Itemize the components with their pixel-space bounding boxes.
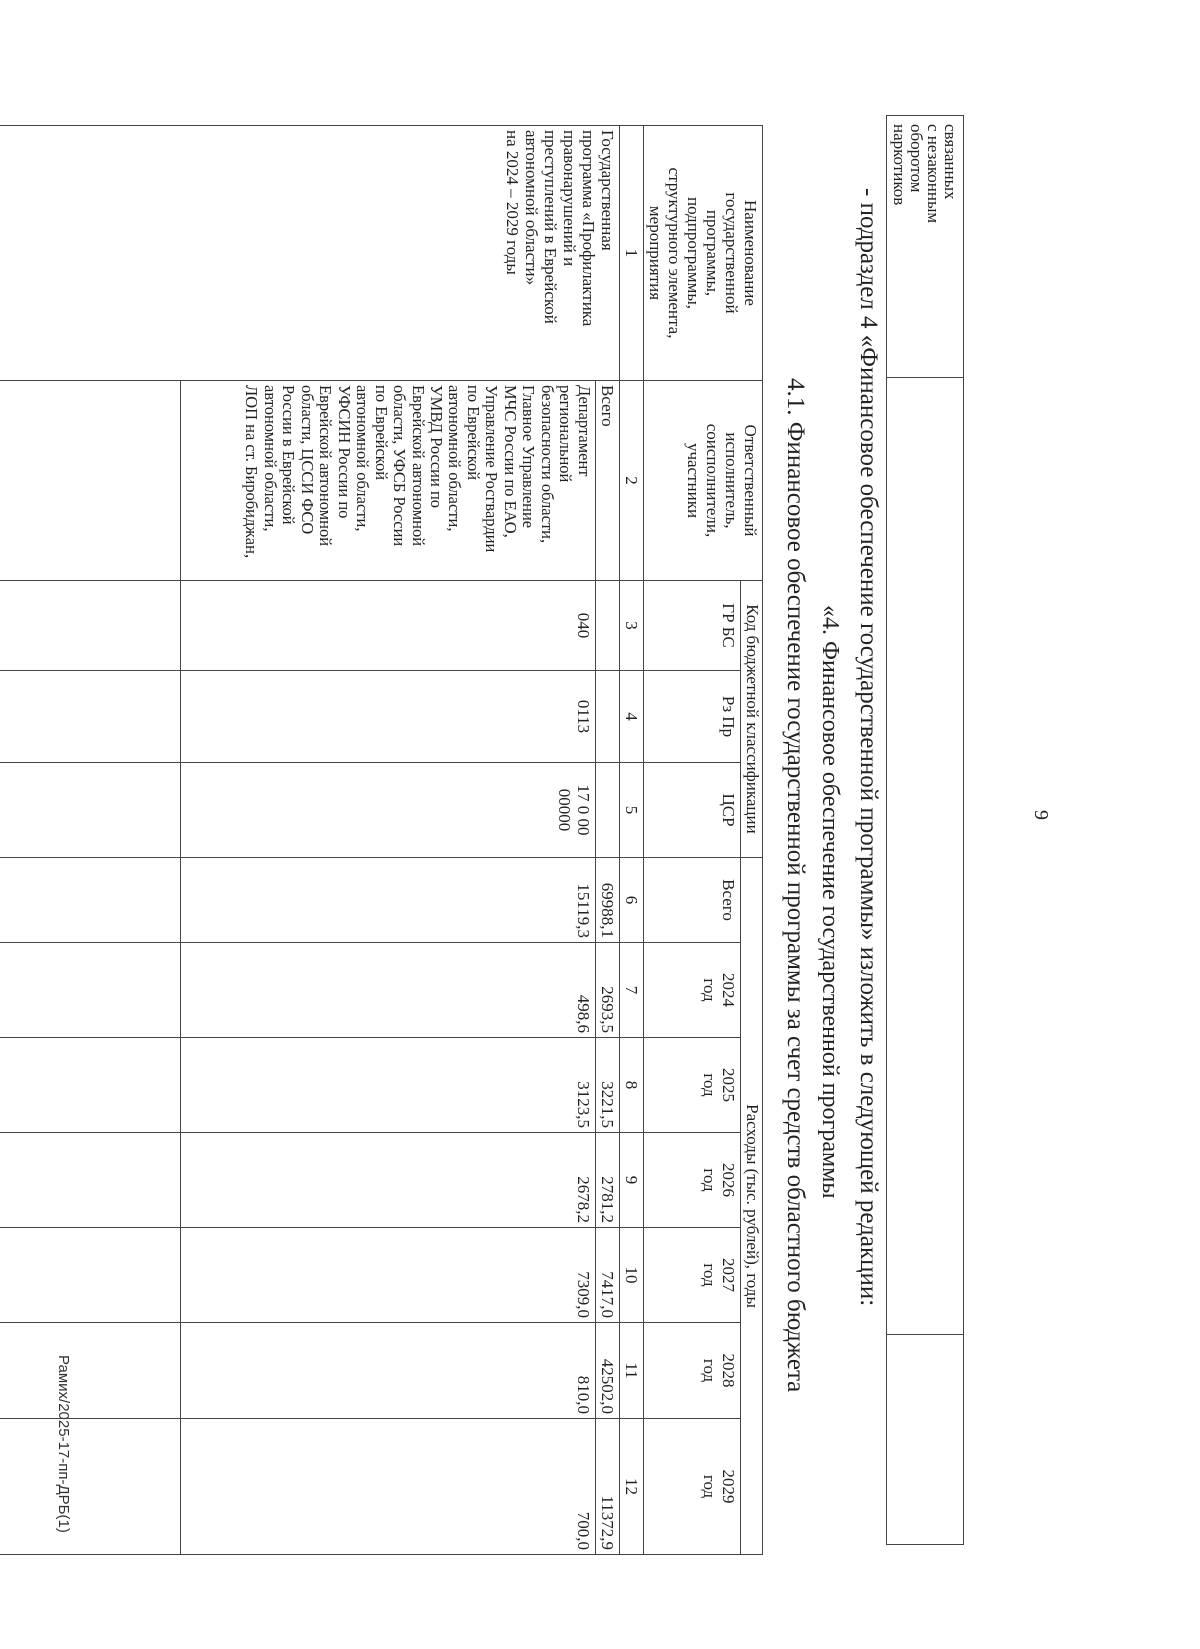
table-cell (0, 1323, 180, 1419)
section-heading: «4. Финансовое обеспечение государственной программы (817, 605, 843, 1199)
dept-value-2028: 810,0 (180, 1323, 595, 1419)
column-number: 7 (619, 943, 643, 1038)
dept-grbs: 040 (180, 581, 595, 671)
column-number: 3 (619, 581, 643, 671)
total-value-2024: 2693,5 (595, 943, 619, 1038)
subsection-heading: - подраздел 4 «Финансовое обеспечение государственной программы» изложить в следующей редакции: (855, 188, 882, 1307)
dept-value-2027: 7309,0 (180, 1228, 595, 1323)
header-year-2026: 2026 год (643, 1133, 741, 1228)
column-number: 8 (619, 1038, 643, 1133)
dept-rzpr: 0113 (180, 671, 595, 763)
total-value-2027: 7417,0 (595, 1228, 619, 1323)
column-number: 2 (619, 381, 643, 581)
column-number: 12 (619, 1419, 643, 1555)
header-rzpr: Рз Пр (643, 671, 741, 763)
header-code-group: Код бюджетной классификации (741, 581, 763, 858)
table-cell (595, 763, 619, 858)
header-expenses-group: Расходы (тыс. рублей), годы (741, 858, 763, 1555)
header-total: Всего (643, 858, 741, 943)
table-cell (0, 1228, 180, 1323)
total-value: 69988,1 (595, 858, 619, 943)
finance-table (0, 125, 763, 1555)
top-table-cell-empty (887, 378, 964, 1335)
dept-value-2024: 498,6 (180, 943, 595, 1038)
header-grbs: ГР БС (643, 581, 741, 671)
column-number: 5 (619, 763, 643, 858)
table-cell (0, 1419, 180, 1555)
header-executor: Ответственный исполнитель, соисполнители, участники (643, 381, 762, 581)
top-table-fragment (886, 115, 964, 1545)
dept-csr: 17 0 00 00000 (180, 763, 595, 858)
dept-value: 15119,3 (180, 858, 595, 943)
header-name: Наименование государственной программы, подпрограммы, структурного элемента, мероприятия (643, 126, 762, 381)
table-cell (0, 381, 180, 581)
table-cell (595, 671, 619, 763)
column-number: 4 (619, 671, 643, 763)
column-number: 10 (619, 1228, 643, 1323)
header-year-2029: 2029 год (643, 1419, 741, 1555)
header-year-2025: 2025 год (643, 1038, 741, 1133)
document-code: Рамих/2025-17-пп-ДРБ(1) (55, 1355, 72, 1533)
column-number: 6 (619, 858, 643, 943)
table-cell (0, 763, 180, 858)
column-number: 9 (619, 1133, 643, 1228)
total-value-2028: 42502,0 (595, 1323, 619, 1419)
header-csr: ЦСР (643, 763, 741, 858)
total-value-2029: 11372,9 (595, 1419, 619, 1555)
total-value-2025: 3221,5 (595, 1038, 619, 1133)
table-cell (595, 581, 619, 671)
header-year-2027: 2027 год (643, 1228, 741, 1323)
table-cell (0, 858, 180, 943)
page-number: 9 (1030, 810, 1052, 820)
dept-value-2029: 700,0 (180, 1419, 595, 1555)
column-number: 11 (619, 1323, 643, 1419)
table-cell (0, 1038, 180, 1133)
dept-value-2026: 2678,2 (180, 1133, 595, 1228)
total-value-2026: 2781,2 (595, 1133, 619, 1228)
table-cell (0, 1133, 180, 1228)
table-cell (0, 581, 180, 671)
program-name: Государственная программа «Профилактика правонарушений и преступлений в Еврейской автономной области» на 2024 – 2029 годы (0, 126, 619, 381)
column-number: 1 (619, 126, 643, 381)
header-year-2028: 2028 год (643, 1323, 741, 1419)
table-cell (0, 943, 180, 1038)
table-cell (0, 671, 180, 763)
subsection-title: 4.1. Финансовое обеспечение государственной программы за счет средств областного бюджета (782, 378, 809, 1393)
top-table-cell-text: связанных с незаконным оборотом наркотиков (887, 116, 964, 378)
row-label-department: Департамент региональной безопасности области, Главное Управление МЧС России по ЕАО, Управление Росгвардии по Еврейской автономной области, УМВД России по Еврейской автономной области, УФСБ России по Еврейской автономной области, УФСИН России по Еврейской автономной области, ЦССИ ФСО России в Еврейской автономной области, ЛОП на ст. Биробиджан, (180, 381, 595, 581)
row-label-total: Всего (595, 381, 619, 581)
top-table-cell-empty (887, 1335, 964, 1545)
dept-value-2025: 3123,5 (180, 1038, 595, 1133)
header-year-2024: 2024 год (643, 943, 741, 1038)
